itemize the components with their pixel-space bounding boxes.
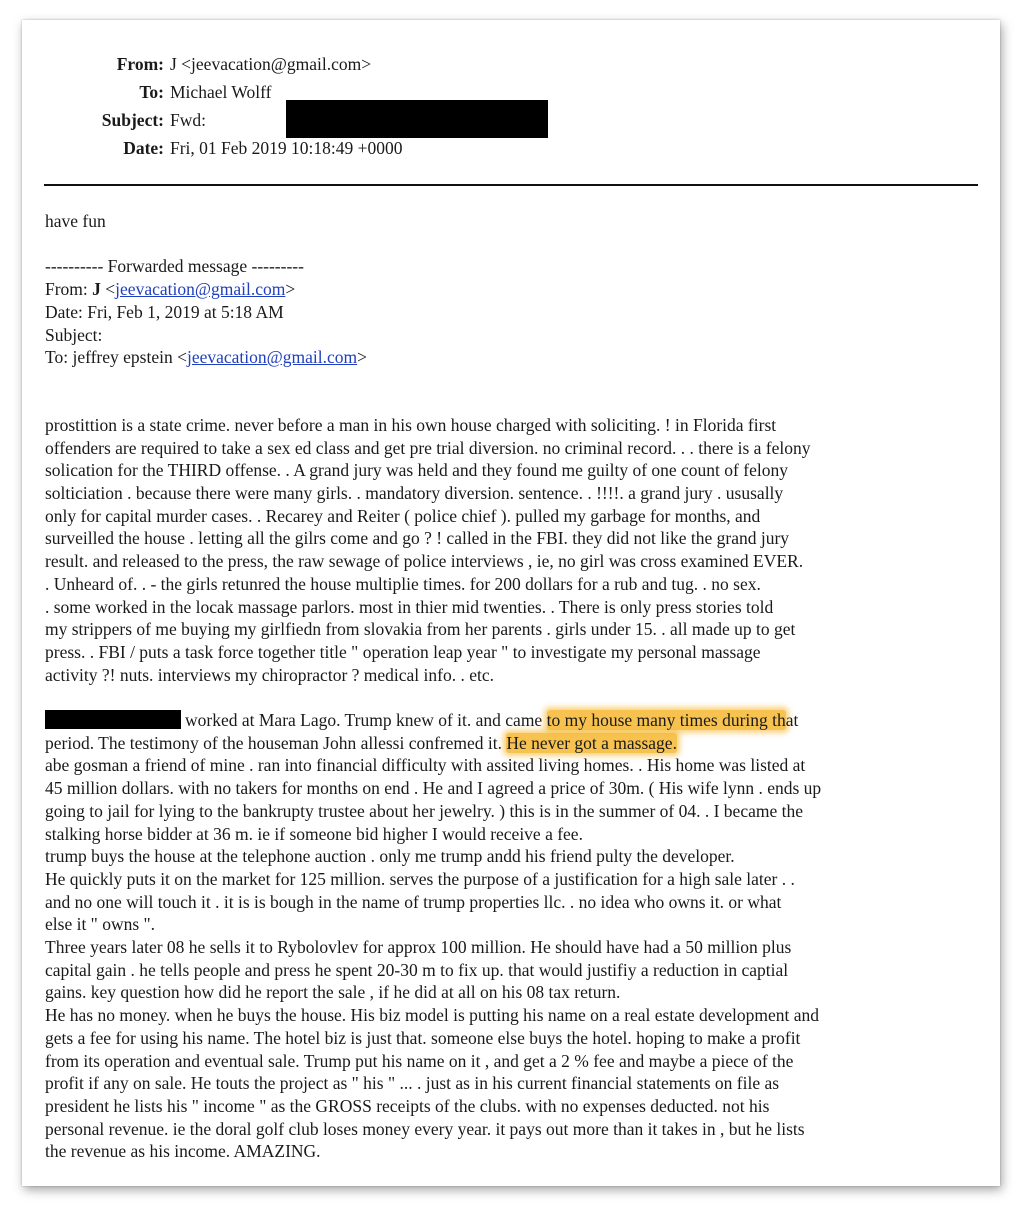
inline-redaction-box (45, 710, 181, 729)
email-body (45, 210, 985, 1163)
body-line: stalking horse bidder at 36 m. ie if someone bid higher I would receive a fee. (45, 823, 583, 844)
body-line: gets a fee for using his name. The hotel biz is just that. someone else buys the hotel. hoping to make a profit (45, 1027, 801, 1048)
redaction-box (286, 100, 548, 138)
body-line: trump buys the house at the telephone auction . only me trump andd his friend pulty the developer. (45, 846, 735, 867)
body-line: surveilled the house . letting all the gilrs come and go ? ! called in the FBI. they did not like the grand jury (45, 528, 790, 549)
body-line: gains. key question how did he report the sale , if he did at all on his 08 tax return. (45, 982, 621, 1003)
body-line: profit if any on sale. He touts the project as " his " ... . just as in his current financial statements on file as (45, 1073, 780, 1094)
spacer (45, 233, 985, 256)
body-line: 45 million dollars. with no takers for months on end . He and I agreed a price of 30m. ( His wife lynn . ends up (45, 778, 822, 799)
from-value: J <jeevacation@gmail.com> (170, 54, 372, 74)
body-line: else it " owns ". (45, 914, 156, 935)
date-label: Date: (123, 138, 164, 158)
paragraph-1 (45, 414, 985, 686)
body-line: activity ?! nuts. interviews my chiropractor ? medical info. . etc. (45, 664, 495, 685)
body-line (45, 709, 985, 732)
header-divider (44, 184, 978, 186)
subject-label: Subject: (101, 110, 164, 130)
spacer (45, 369, 985, 414)
text-segment: period. The testimony of the houseman John allessi confremed it. (45, 732, 507, 753)
forwarded-banner: ---------- Forwarded message --------- (45, 256, 304, 277)
forwarded-from-email-link[interactable]: jeevacation@gmail.com (115, 279, 286, 300)
intro-text: have fun (45, 211, 106, 231)
body-line: president he lists his " income " as the GROSS receipts of the clubs. with no expenses deducted. not his (45, 1095, 770, 1116)
body-line: capital gain . he tells people and press he spent 20-30 m to fix up. that would justifiy a reduction in captial (45, 959, 789, 980)
text-segment: worked at Mara Lago. Trump knew of it. and came (185, 710, 547, 731)
body-line: going to jail for lying to the bankrupty trustee about her jewelry. ) this is in the summer of 04. . I became the (45, 800, 803, 821)
body-line: result. and released to the press, the raw sewage of police interviews , ie, no girl was cross examined EVER. (45, 551, 804, 572)
header-from-row (44, 50, 564, 78)
forwarded-from-name: J (92, 279, 101, 300)
spacer (45, 686, 985, 709)
to-label: To: (139, 82, 164, 102)
body-line: from its operation and eventual sale. Trump put his name on it , and get a 2 % fee and maybe a piece of the (45, 1050, 794, 1071)
body-line: . Unheard of. . - the girls retunred the house multiplie times. for 200 dollars for a rub and tug. . no sex. (45, 573, 761, 594)
body-line (45, 732, 985, 755)
forwarded-subject-line: Subject: (45, 324, 103, 345)
to-value: Michael Wolff (170, 82, 272, 102)
forwarded-from-prefix: From: (45, 279, 93, 300)
text-segment: at (785, 710, 799, 731)
forwarded-from-close: > (285, 279, 296, 300)
body-line: the revenue as his income. AMAZING. (45, 1141, 321, 1162)
forwarded-from-open: < (100, 279, 116, 300)
body-line: only for capital murder cases. . Recarey and Reiter ( police chief ). pulled my garbage for months, and (45, 505, 761, 526)
forwarded-from-line (45, 278, 985, 301)
document-page (22, 20, 1000, 1186)
body-line: . some worked in the locak massage parlors. most in thier mid twenties. . There is only press stories told (45, 596, 774, 617)
highlighted-text: He never got a massage. (506, 732, 677, 753)
forwarded-to-close: > (357, 347, 367, 368)
body-line: personal revenue. ie the doral golf club loses money every year. it pays out more than it takes in , but he lists (45, 1118, 805, 1139)
paragraph-2 (45, 709, 985, 1163)
body-line: He quickly puts it on the market for 125 million. serves the purpose of a justification for a high sale later . . (45, 868, 795, 889)
body-line: offenders are required to take a sex ed class and get pre trial diversion. no criminal record. . . there is a felony (45, 437, 811, 458)
header-date-row (44, 134, 564, 162)
body-line: solticiation . because there were many girls. . mandatory diversion. sentence. . !!!!. a grand jury . ususally (45, 483, 784, 504)
forwarded-date-line: Date: Fri, Feb 1, 2019 at 5:18 AM (45, 301, 284, 322)
body-line: abe gosman a friend of mine . ran into financial difficulty with assited living homes. . His home was listed at (45, 755, 806, 776)
forwarded-to-email-link[interactable]: jeevacation@gmail.com (186, 347, 358, 368)
date-value: Fri, 01 Feb 2019 10:18:49 +0000 (170, 138, 403, 158)
forwarded-to-line (45, 346, 985, 369)
subject-value: Fwd: (170, 110, 206, 130)
forwarded-to-prefix: To: jeffrey epstein < (45, 347, 187, 368)
body-line: solication for the THIRD offense. . A grand jury was held and they found me guilty of one count of felony (45, 460, 788, 481)
body-line: prostittion is a state crime. never before a man in his own house charged with soliciting. ! in Florida first (45, 414, 777, 435)
body-line: Three years later 08 he sells it to Rybolovlev for approx 100 million. He should have had a 50 million plus (45, 937, 792, 958)
body-line: and no one will touch it . it is is bough in the name of trump properties llc. . no idea who owns it. or what (45, 891, 782, 912)
highlighted-text: to my house many times during th (546, 710, 786, 731)
from-label: From: (116, 54, 164, 74)
body-line: press. . FBI / puts a task force together title " operation leap year " to investigate my personal massage (45, 641, 761, 662)
body-line: He has no money. when he buys the house. His biz model is putting his name on a real estate development and (45, 1005, 820, 1026)
body-line: my strippers of me buying my girlfiedn from slovakia from her parents . girls under 15. . all made up to get (45, 619, 796, 640)
